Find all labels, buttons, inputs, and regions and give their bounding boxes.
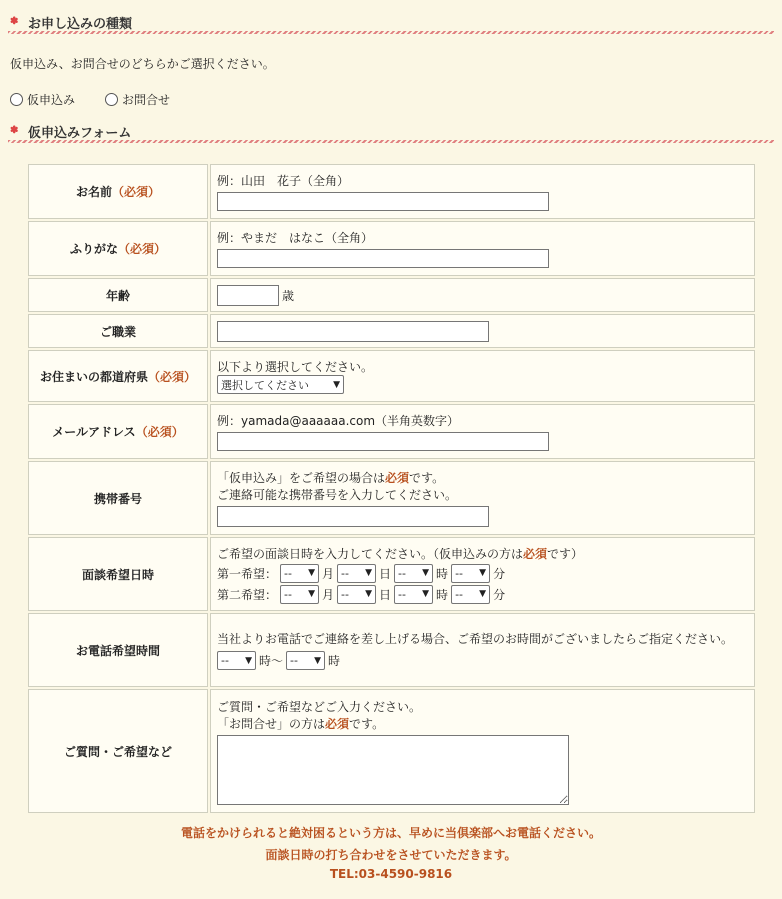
field-hint: 以下より選択してください。: [217, 360, 374, 374]
field-label: ご職業: [28, 314, 208, 348]
radio-circle[interactable]: [10, 93, 23, 106]
row-name: [28, 164, 755, 219]
section-header-type: [8, 10, 774, 37]
chevron-down-icon: ▼: [479, 589, 487, 599]
field-hint: ご連絡可能な携帯番号を入力してください。: [217, 488, 458, 502]
first-minute-select[interactable]: -- ▼: [451, 564, 490, 583]
row-job: [28, 314, 755, 348]
furigana-input[interactable]: [217, 249, 549, 268]
second-month-select[interactable]: -- ▼: [280, 585, 319, 604]
section-lead: 仮申込み、お問合せのどちらかご選択ください。: [10, 57, 275, 71]
radio-circle[interactable]: [105, 93, 118, 106]
field-label: お名前（必須）: [28, 164, 208, 219]
section-header-form: [8, 119, 774, 146]
second-hour-select[interactable]: -- ▼: [394, 585, 433, 604]
row-interview: [28, 537, 755, 611]
question-textarea[interactable]: [217, 735, 569, 805]
required-marker: （必須）: [118, 242, 167, 256]
field-cell: [210, 461, 755, 535]
row-question: [28, 689, 755, 813]
row-mobile: [28, 461, 755, 535]
job-input[interactable]: [217, 321, 489, 342]
application-form: [26, 162, 757, 815]
field-hint: 「お問合せ」の方は必須です。: [217, 716, 385, 731]
field-cell: [210, 221, 755, 276]
chevron-down-icon: ▼: [245, 655, 252, 666]
field-hint: 例：やまだ はなこ（全角）: [217, 231, 374, 245]
phone-to-select[interactable]: -- ▼: [286, 651, 325, 670]
footer-line2: 面談日時の打ち合わせをさせていただきます。: [265, 848, 517, 862]
flower-icon: ✽: [10, 125, 19, 136]
field-hint: ご質問・ご希望などご入力ください。: [217, 699, 422, 714]
field-label: 面談希望日時: [28, 537, 208, 611]
field-cell: [210, 613, 755, 687]
chevron-down-icon: ▼: [308, 568, 316, 578]
prefecture-select[interactable]: 選択してください ▼: [217, 375, 344, 394]
required-marker: （必須）: [135, 425, 184, 439]
chevron-down-icon: ▼: [333, 379, 340, 390]
row-phone-time: [28, 613, 755, 687]
field-cell: [210, 689, 755, 813]
chevron-down-icon: ▼: [422, 568, 430, 578]
field-label: お住まいの都道府県（必須）: [28, 350, 208, 402]
field-cell: [210, 164, 755, 219]
chevron-down-icon: ▼: [314, 655, 322, 666]
field-label: お電話希望時間: [28, 613, 208, 687]
flower-icon: ✽: [10, 16, 19, 27]
field-label: ご質問・ご希望など: [28, 689, 208, 813]
field-cell: [210, 278, 755, 312]
required-marker: （必須）: [112, 185, 161, 199]
field-label: 年齢: [28, 278, 208, 312]
second-day-select[interactable]: -- ▼: [337, 585, 376, 604]
mobile-input[interactable]: [217, 506, 489, 527]
field-cell: [210, 350, 755, 402]
interview-first-choice: 第一希望： -- ▼ 月 -- ▼ 日 -- ▼ 時 -- ▼ 分: [217, 564, 748, 583]
row-prefecture: [28, 350, 755, 402]
row-age: [28, 278, 755, 312]
radio-provisional[interactable]: [10, 91, 75, 108]
field-hint: ご希望の面談日時を入力してください。（仮申込みの方は必須です）: [217, 546, 584, 561]
interview-second-choice: 第二希望： -- ▼ 月 -- ▼ 日 -- ▼ 時 -- ▼ 分: [217, 585, 748, 604]
required-marker: （必須）: [148, 369, 197, 384]
first-hour-select[interactable]: -- ▼: [394, 564, 433, 583]
row-furigana: [28, 221, 755, 276]
field-label: 携帯番号: [28, 461, 208, 535]
field-label: メールアドレス（必須）: [28, 404, 208, 459]
radio-inquiry[interactable]: [105, 91, 170, 108]
row-email: [28, 404, 755, 459]
field-cell: [210, 537, 755, 611]
field-hint: 例：山田 花子（全角）: [217, 174, 350, 188]
application-type-radios: [10, 91, 170, 108]
second-minute-select[interactable]: -- ▼: [451, 585, 490, 604]
footer-tel: TEL:03-4590-9816: [329, 867, 453, 881]
footer-line1: 電話をかけられると絶対困るという方は、早めに当倶楽部へお電話ください。: [180, 826, 601, 840]
field-label: ふりがな（必須）: [28, 221, 208, 276]
radio-label: お問合せ: [122, 93, 171, 107]
first-day-select[interactable]: -- ▼: [337, 564, 376, 583]
field-hint: 当社よりお電話でご連絡を差し上げる場合、ご希望のお時間がございましたらご指定ください。: [217, 632, 734, 646]
age-input[interactable]: [217, 285, 279, 306]
chevron-down-icon: ▼: [422, 589, 430, 599]
chevron-down-icon: ▼: [365, 568, 373, 578]
phone-from-select[interactable]: -- ▼: [217, 651, 256, 670]
age-unit: 歳: [282, 288, 295, 303]
section-title: お申し込みの種類: [28, 16, 133, 32]
section-title: 仮申込みフォーム: [28, 125, 132, 141]
chevron-down-icon: ▼: [308, 589, 316, 599]
email-input[interactable]: [217, 432, 549, 451]
radio-label: 仮申込み: [27, 93, 76, 107]
first-month-select[interactable]: -- ▼: [280, 564, 319, 583]
field-cell: [210, 404, 755, 459]
chevron-down-icon: ▼: [479, 568, 487, 578]
field-cell: [210, 314, 755, 348]
name-input[interactable]: [217, 192, 549, 211]
field-hint: 「仮申込み」をご希望の場合は必須です。: [217, 471, 445, 485]
chevron-down-icon: ▼: [365, 589, 373, 599]
field-hint: 例：yamada@aaaaaa.com（半角英数字）: [217, 414, 460, 428]
phone-time-range: -- ▼ 時〜 -- ▼ 時: [217, 651, 748, 670]
